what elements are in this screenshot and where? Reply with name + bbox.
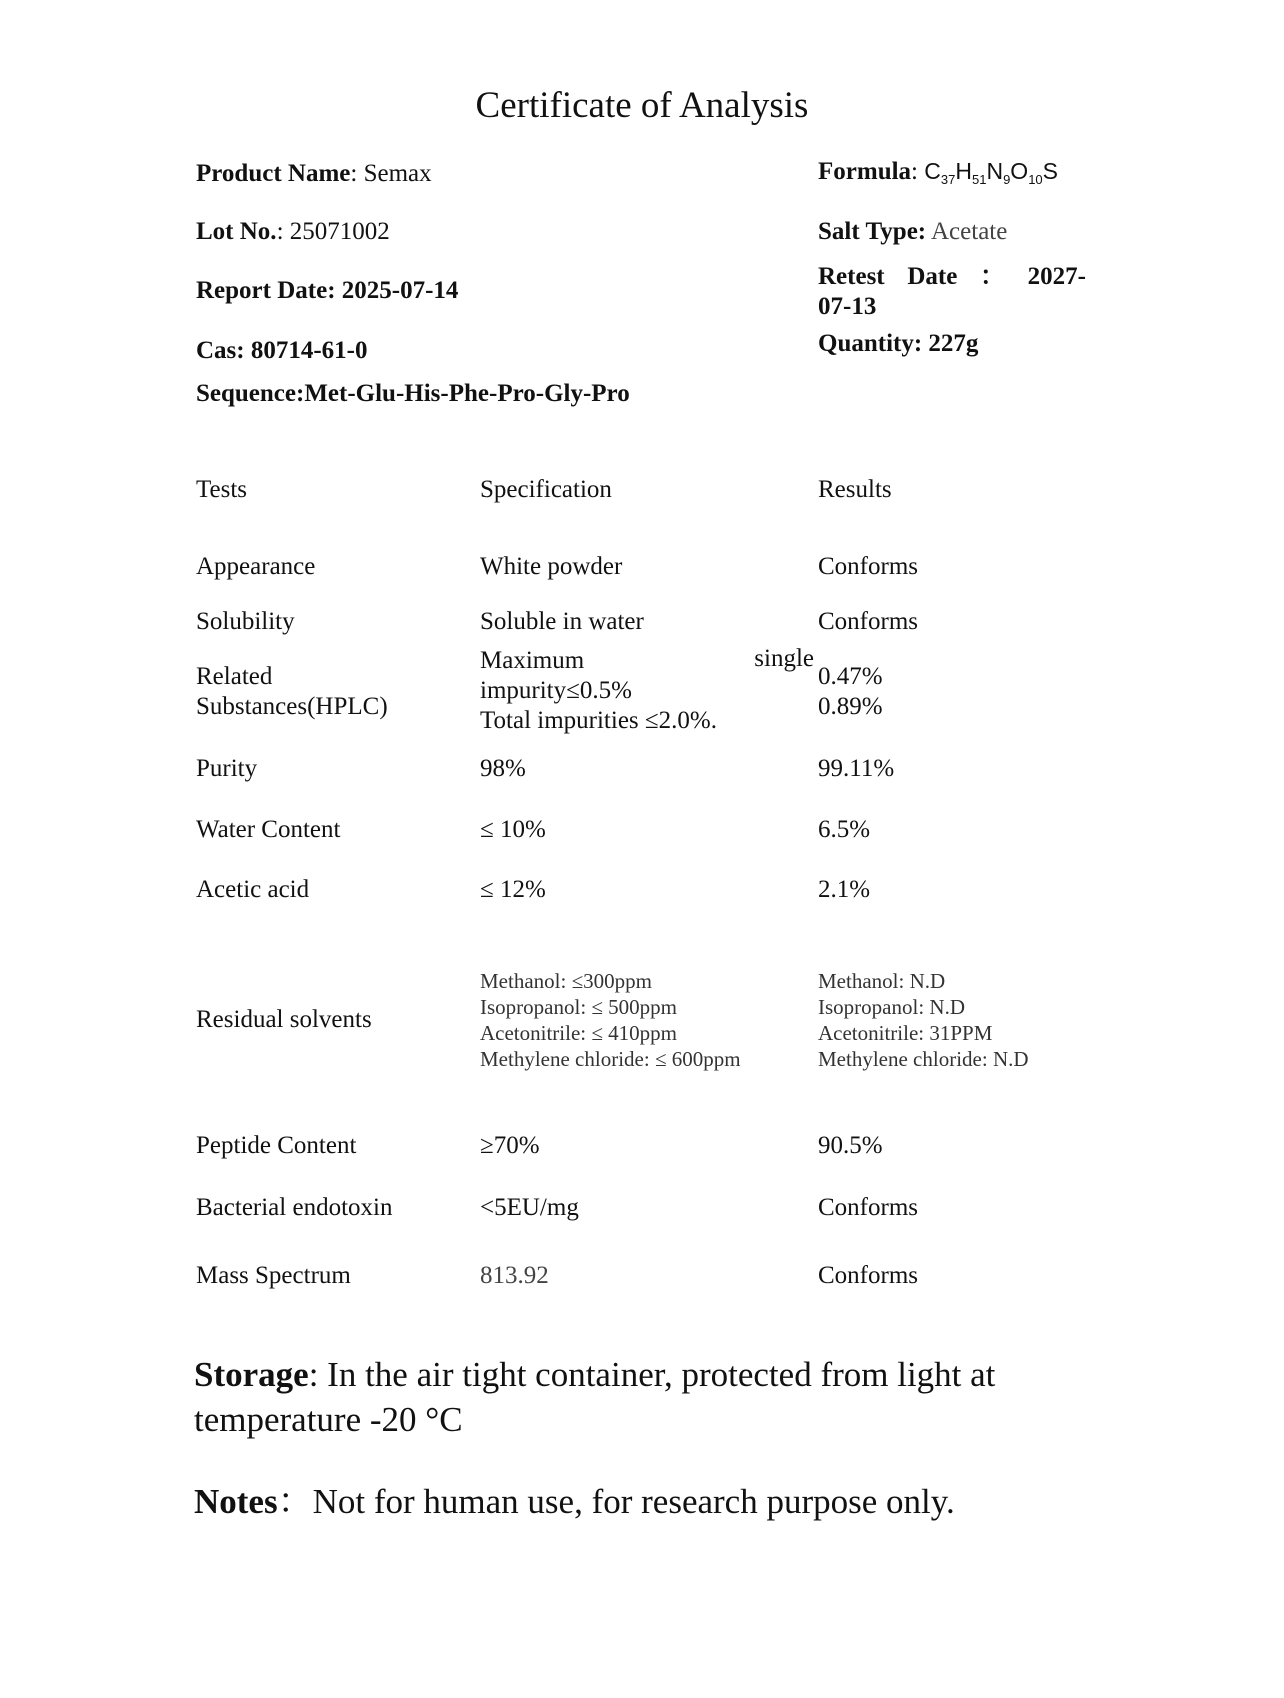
test-acetic-acid: Acetic acid [196,876,310,903]
spec-related-substances [480,646,814,736]
result-residual-line: Methanol: N.D [818,969,946,993]
header-specification: Specification [480,476,612,503]
storage-label: Storage [194,1355,309,1394]
salt-type-label: Salt Type: [818,218,927,245]
test-bacterial-endotoxin: Bacterial endotoxin [196,1194,393,1221]
retest-colon: ： [979,263,1005,290]
spec-purity: 98% [480,755,526,782]
result-residual-line: Acetonitrile: 31PPM [818,1021,993,1045]
result-solubility: Conforms [818,608,918,635]
test-appearance: Appearance [196,553,316,580]
retest-value-part-1: 2027- [1027,263,1086,290]
test-related-substances: Related Substances(HPLC) [196,663,388,720]
spec-acetic-acid: ≤ 12% [480,876,546,903]
cas-number: Cas: 80714-61-0 [196,337,368,364]
spec-bacterial-endotoxin: <5EU/mg [480,1194,579,1221]
formula-field: Formula: $C_{37}H_{51}N_9O_{10}S$ [818,158,1058,187]
spec-residual-line: Methylene chloride: ≤ 600ppm [480,1047,741,1071]
test-peptide-content: Peptide Content [196,1132,357,1159]
spec-solubility: Soluble in water [480,608,644,635]
spec-residual-solvents [480,968,741,1072]
result-related-substances [818,662,883,722]
result-water-content: 6.5% [818,816,871,843]
notes-text: Not for human use, for research purpose only. [312,1482,955,1521]
lot-number-value: 25071002 [289,218,390,245]
notes-colon: ： [277,1482,313,1521]
spec-appearance: White powder [480,553,623,580]
result-peptide-content: 90.5% [818,1132,883,1159]
retest-date-field [818,262,1086,322]
notes-label: Notes [194,1482,278,1521]
formula-value: $C_{37}H_{51}N_9O_{10}S$ [924,158,1058,187]
storage-text: : In the air tight container, protected from light at temperature -20 °C [194,1355,996,1439]
product-name-label: Product Name [196,160,351,187]
spec-residual-line: Acetonitrile: ≤ 410ppm [480,1021,677,1045]
spec-related-line1-b: single [754,645,814,672]
formula-label: Formula [818,158,912,185]
retest-label-word-2: Date [907,263,958,290]
result-bacterial-endotoxin: Conforms [818,1194,918,1221]
spec-residual-line: Isopropanol: ≤ 500ppm [480,995,678,1019]
result-residual-solvents [818,968,1029,1072]
lot-number-label: Lot No. [196,218,277,245]
sequence: Sequence:Met-Glu-His-Phe-Pro-Gly-Pro [196,380,630,407]
report-date: Report Date: 2025-07-14 [196,277,459,304]
spec-related-line1-a: Maximum [480,647,585,674]
test-solubility: Solubility [196,608,295,635]
result-related-line1: 0.47% [818,663,883,690]
salt-type-field [818,218,1007,246]
quantity: Quantity: 227g [818,330,979,357]
spec-related-line2: impurity≤0.5% [480,677,632,704]
spec-water-content: ≤ 10% [480,816,546,843]
document-title: Certificate of Analysis [475,85,809,126]
lot-number-field: Lot No.: 25071002 [196,218,390,245]
storage-statement [194,1352,1104,1442]
spec-residual-line: Methanol: ≤300ppm [480,969,652,993]
notes-statement [194,1474,955,1524]
retest-label-word-1: Retest [818,263,885,290]
result-appearance: Conforms [818,553,918,580]
result-related-line2: 0.89% [818,693,883,720]
salt-type-value: Acetate [931,218,1008,245]
spec-peptide-content: ≥70% [480,1132,540,1159]
result-residual-line: Isopropanol: N.D [818,995,965,1019]
spec-mass-spectrum: 813.92 [480,1262,549,1289]
retest-value-part-2: 07-13 [818,293,877,320]
header-tests: Tests [196,476,248,503]
test-mass-spectrum: Mass Spectrum [196,1262,351,1289]
result-purity: 99.11% [818,755,895,782]
test-residual-solvents: Residual solvents [196,1006,372,1033]
product-name-field: Product Name: Semax [196,160,432,187]
header-results: Results [818,476,892,503]
spec-related-line3: Total impurities ≤2.0%. [480,707,717,734]
test-water-content: Water Content [196,816,341,843]
product-name-value: Semax [363,160,432,187]
test-purity: Purity [196,755,258,782]
result-acetic-acid: 2.1% [818,876,871,903]
result-mass-spectrum: Conforms [818,1262,918,1289]
result-residual-line: Methylene chloride: N.D [818,1047,1029,1071]
